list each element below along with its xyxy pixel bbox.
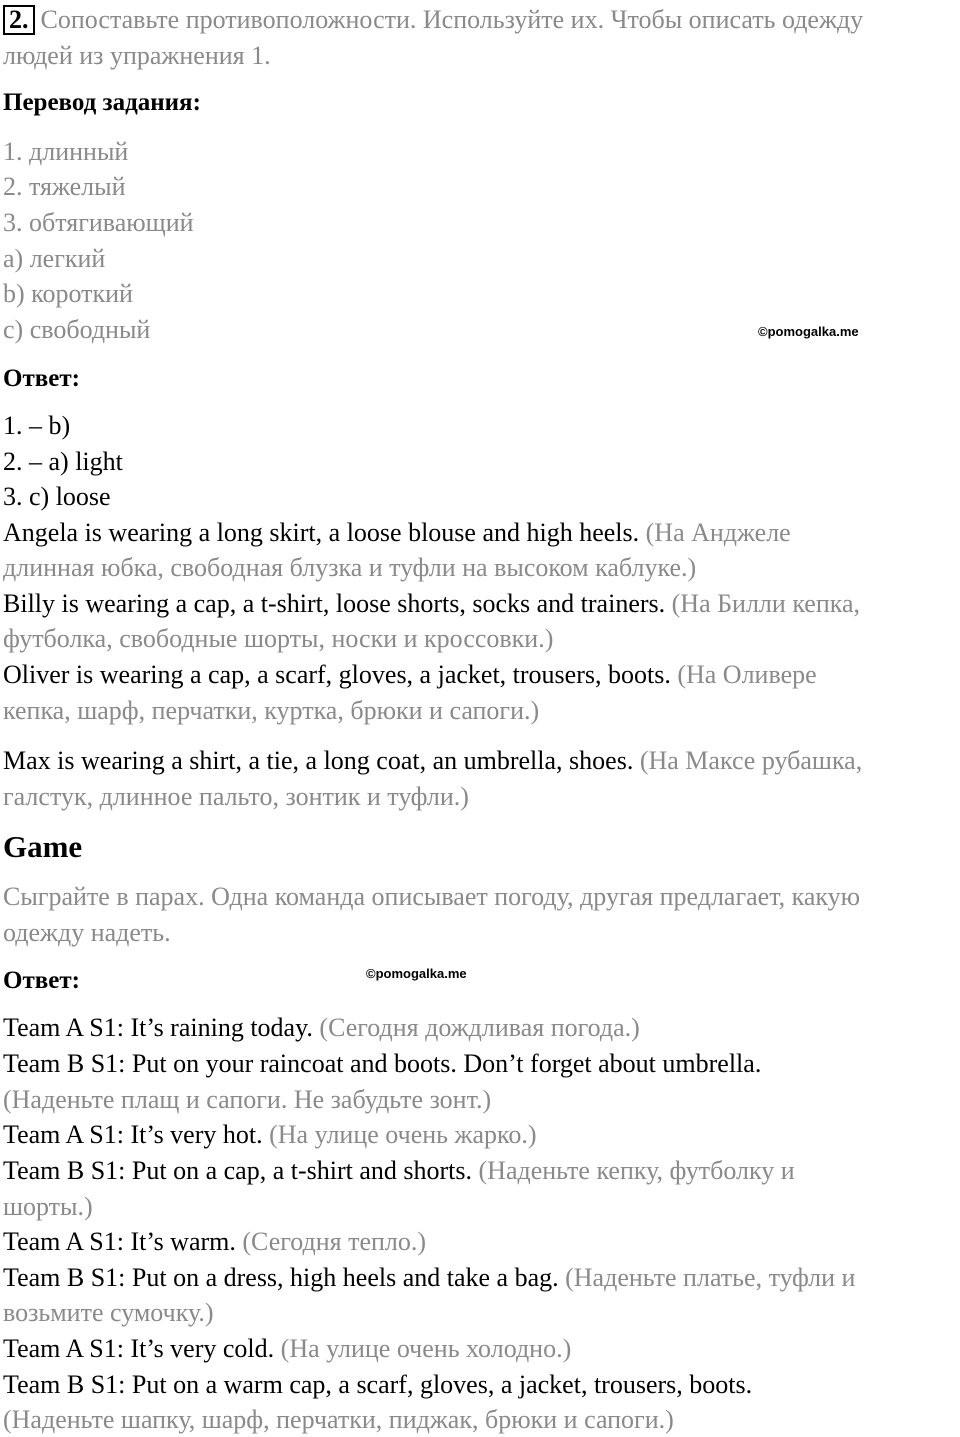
translation-item: b) короткий [3,279,133,308]
dialog-russian: (Сегодня дождливая погода.) [312,1013,640,1042]
translation-item: 2. тяжелый [3,172,126,201]
dialog-english: Team A S1: It’s warm. [3,1227,236,1256]
answer-sentence [3,589,860,619]
answer-match: 1. – b) [3,411,71,440]
answer-match: 3. c) loose [3,482,111,511]
dialog-line [3,1334,571,1364]
dialog-line [3,1370,752,1400]
game-answer-header: Ответ: [3,967,80,994]
translation-item: c) свободный [3,315,151,344]
translation-item: a) легкий [3,244,106,273]
dialog-russian-cont: (Наденьте плащ и сапоги. Не забудьте зонт.) [3,1085,492,1114]
dialog-english: Team A S1: It’s very hot. [3,1120,263,1149]
translation-item: 3. обтягивающий [3,208,194,237]
dialog-line [3,1263,855,1293]
answer-header: Ответ: [3,365,80,392]
task-number: 2. [3,5,35,35]
dialog-english: Team B S1: Put on a dress, high heels and take a bag. [3,1263,559,1292]
sentence-russian: (На Оливере [670,660,817,689]
dialog-line [3,1120,536,1150]
sentence-english: Oliver is wearing a cap, a scarf, gloves, a jacket, trousers, boots. [3,660,671,689]
sentence-english: Max is wearing a shirt, a tie, a long coat, an umbrella, shoes. [3,746,634,775]
translation-item: 1. длинный [3,137,129,166]
dialog-english: Team B S1: Put on your raincoat and boots. Don’t forget about umbrella. [3,1049,762,1078]
task-instruction-text: Сопоставьте противоположности. Используйте их. Чтобы описать одежду [40,5,864,34]
dialog-english: Team B S1: Put on a warm cap, a scarf, gloves, a jacket, trousers, boots. [3,1370,753,1399]
sentence-russian-cont: кепка, шарф, перчатки, куртка, брюки и сапоги.) [3,696,540,725]
watermark: ©pomogalka.me [366,966,467,981]
dialog-russian-cont: шорты.) [3,1192,93,1221]
translation-header: Перевод задания: [3,89,201,116]
dialog-line [3,1049,761,1079]
dialog-english: Team A S1: It’s raining today. [3,1013,313,1042]
sentence-russian: (На Максе рубашка, [633,746,863,775]
answer-match: 2. – a) light [3,447,123,476]
sentence-russian-cont: длинная юбка, свободная блузка и туфли на высоком каблуке.) [3,553,697,582]
sentence-english: Angela is wearing a long skirt, a loose blouse and high heels. [3,518,640,547]
game-instruction-line-1: Сыграйте в парах. Одна команда описывает погоду, другая предлагает, какую [3,882,861,911]
sentence-russian: (На Анджеле [639,518,791,547]
dialog-russian: (Наденьте платье, туфли и [558,1263,856,1292]
task-instruction-line-2: людей из упражнения 1. [3,41,271,70]
answer-sentence [3,660,817,690]
task-instruction-line-1 [3,5,863,35]
sentence-russian-cont: футболка, свободные шорты, носки и кроссовки.) [3,624,554,653]
dialog-english: Team A S1: It’s very cold. [3,1334,275,1363]
sentence-russian-cont: галстук, длинное пальто, зонтик и туфли.) [3,782,469,811]
sentence-russian: (На Билли кепка, [665,589,861,618]
dialog-russian-cont: (Наденьте шапку, шарф, перчатки, пиджак, брюки и сапоги.) [3,1405,674,1434]
dialog-russian: (На улице очень жарко.) [262,1120,537,1149]
dialog-russian: (Сегодня тепло.) [235,1227,427,1256]
sentence-english: Billy is wearing a cap, a t-shirt, loose shorts, socks and trainers. [3,589,666,618]
game-title: Game [3,829,83,864]
answer-sentence [3,518,791,548]
answer-sentence [3,746,862,776]
dialog-english: Team B S1: Put on a cap, a t-shirt and shorts. [3,1156,473,1185]
dialog-russian: (Наденьте кепку, футболку и [472,1156,795,1185]
dialog-line [3,1227,426,1257]
watermark: ©pomogalka.me [758,324,859,339]
dialog-russian-cont: возьмите сумочку.) [3,1298,214,1327]
game-instruction-line-2: одежду надеть. [3,918,171,947]
dialog-line [3,1156,795,1186]
dialog-line [3,1013,640,1043]
dialog-russian: (На улице очень холодно.) [274,1334,572,1363]
